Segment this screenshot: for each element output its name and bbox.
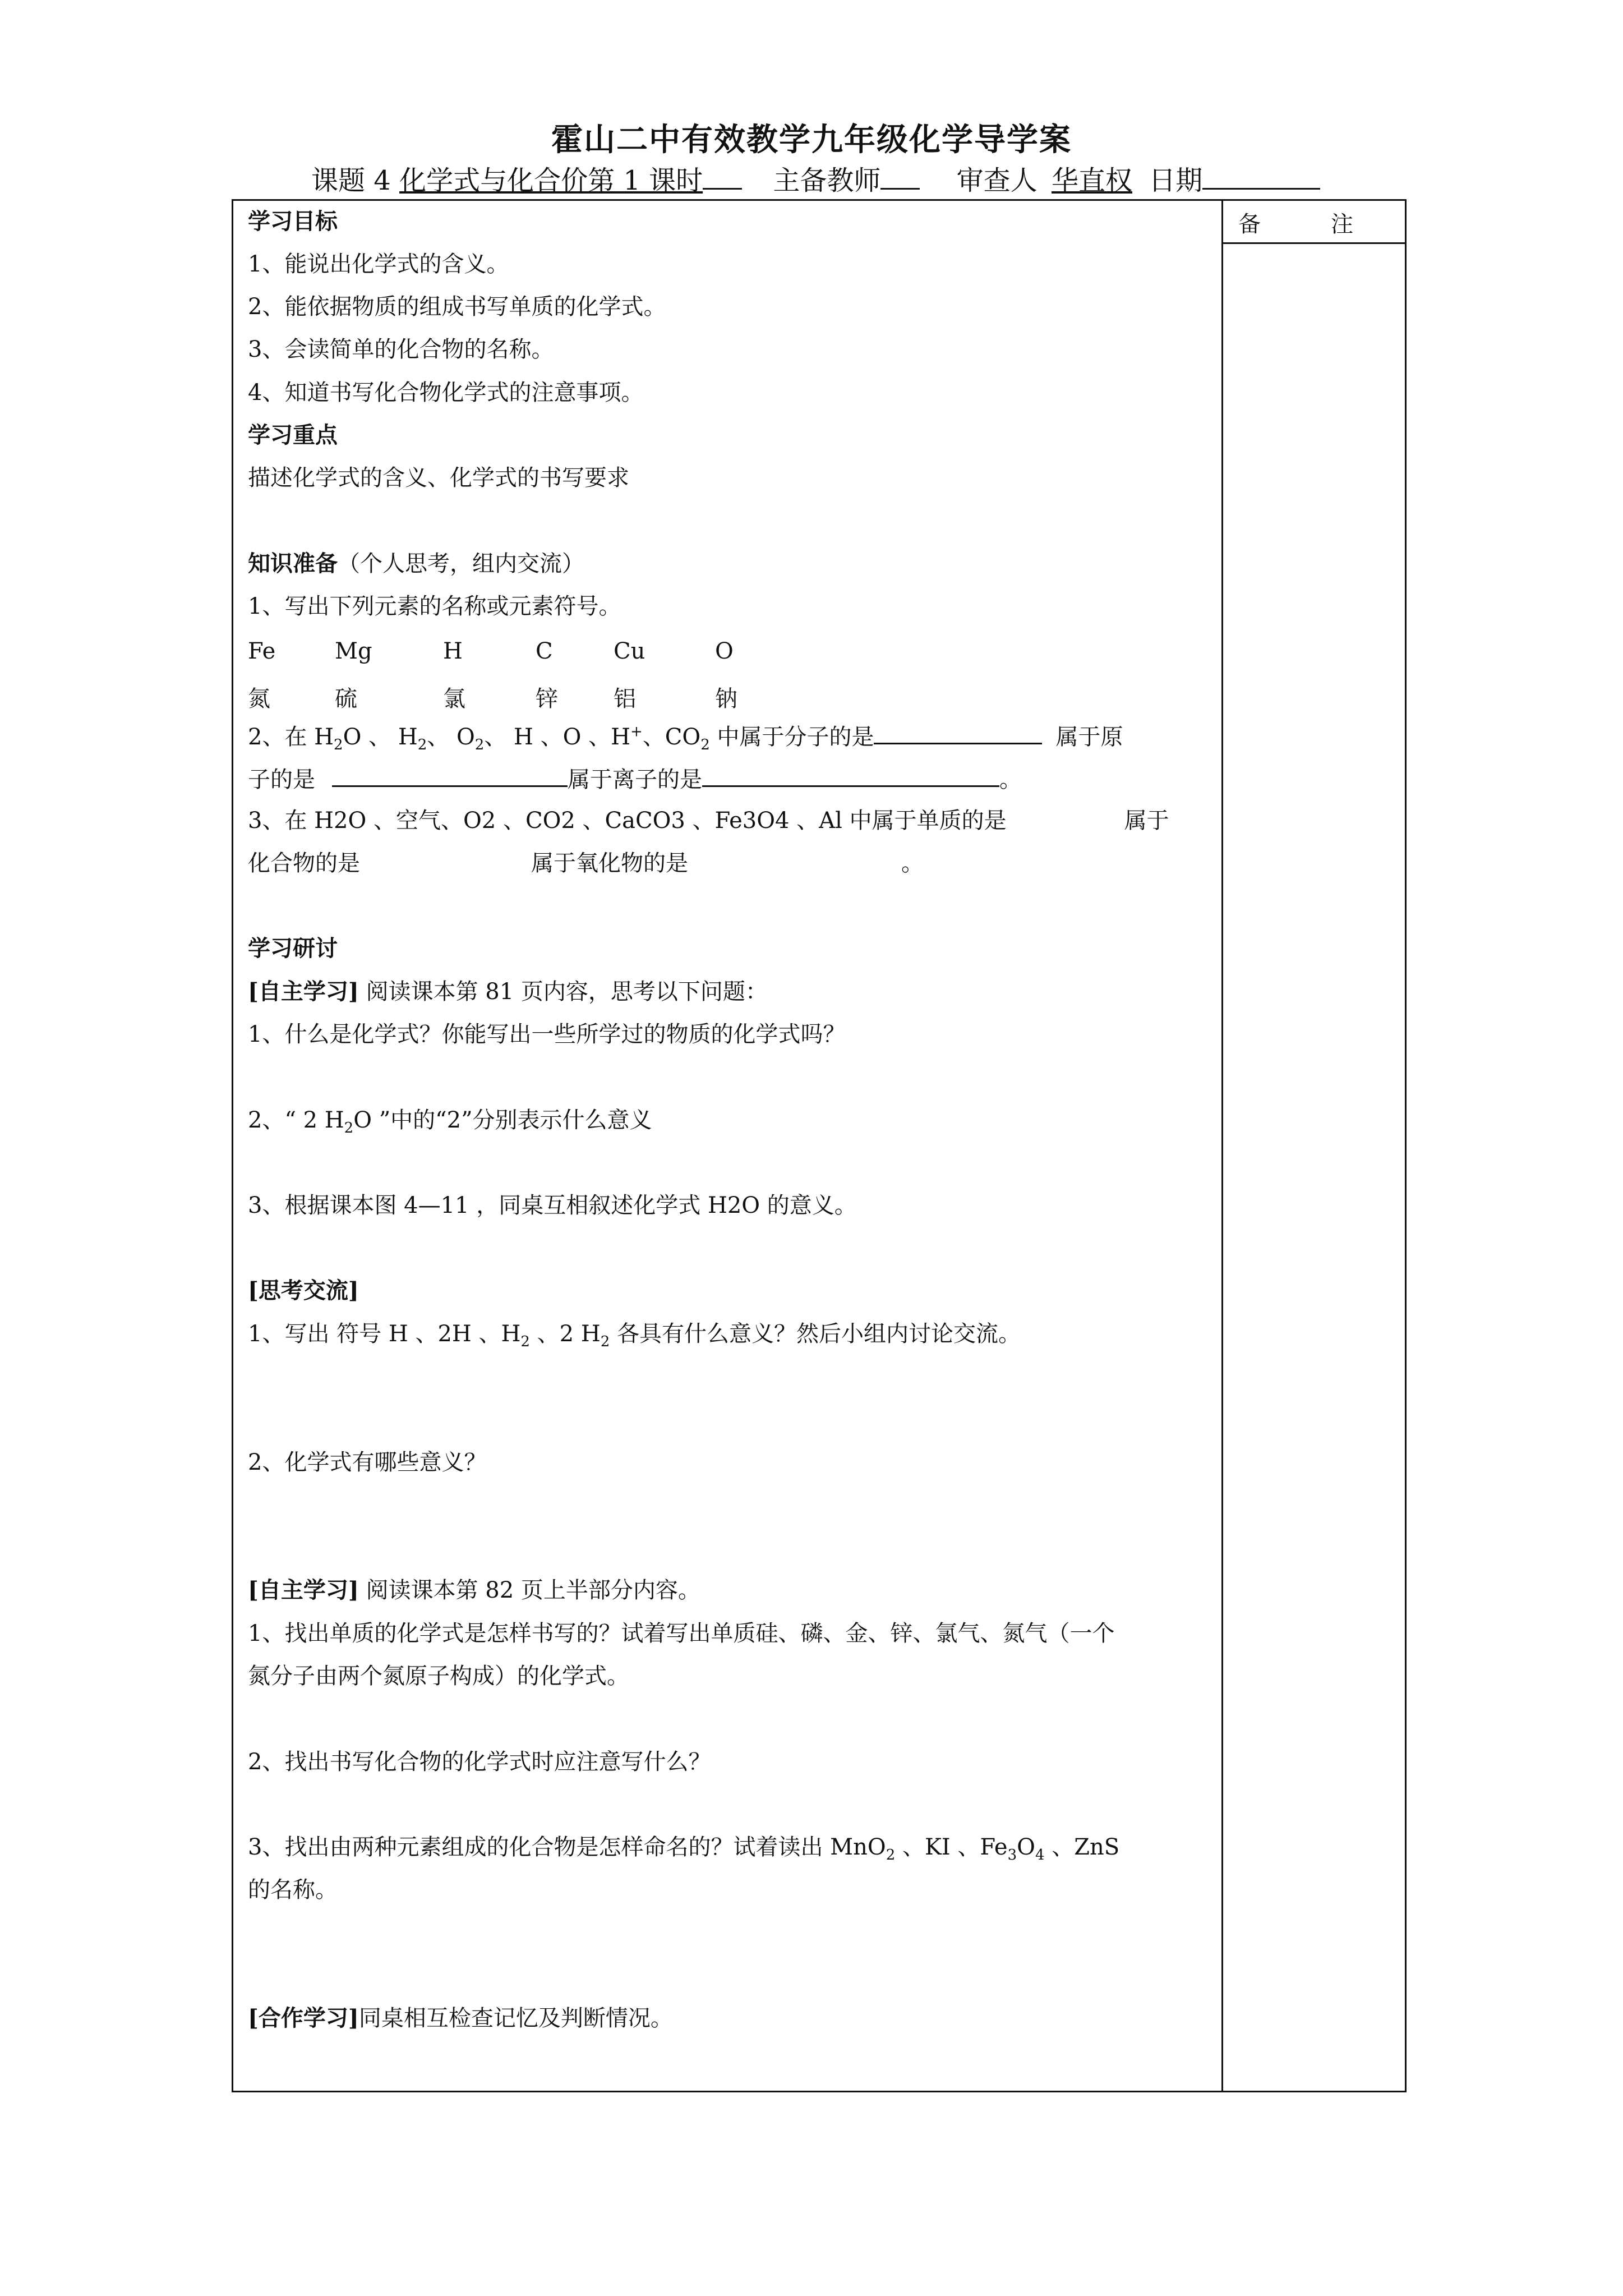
goal-item: 1、能说出化学式的含义。 <box>248 251 509 277</box>
self-study-2-q2: 2、找出书写化合物的化学式时应注意写什么？ <box>248 1749 711 1775</box>
element-name: 氮 <box>248 686 270 712</box>
q2-sub: 2 <box>334 737 343 753</box>
self-study-1 <box>248 978 768 1005</box>
teacher-label: 主备教师 <box>773 165 881 196</box>
q2-text: 属于原 <box>1055 724 1123 750</box>
q-text: 、KI 、Fe <box>895 1834 1008 1860</box>
q2-text: 、CO <box>642 724 701 750</box>
element-symbol: Fe <box>248 638 276 664</box>
reviewer-label: 审查人 <box>956 165 1038 196</box>
q2-text: 中属于分子的是 <box>709 724 874 750</box>
element-name: 锌 <box>536 686 558 712</box>
q2-text: 子的是 <box>248 767 315 793</box>
q-sub: 4 <box>1035 1847 1045 1864</box>
notes-label-a: 备 <box>1238 211 1261 237</box>
prep-heading-label: 知识准备 <box>248 550 338 577</box>
q3-text: 属于氧化物的是 <box>531 850 688 876</box>
section-tag: [自主学习] <box>248 978 359 1005</box>
date-blank <box>1202 165 1320 190</box>
element-symbol: H <box>443 638 463 664</box>
element-name: 铝 <box>614 686 636 712</box>
self-study-1-q3: 3、根据课本图 4—11 ，同桌互相叙述化学式 H2O 的意义。 <box>248 1193 857 1218</box>
q-text: 、2 H <box>529 1321 601 1347</box>
q-sub: 2 <box>520 1333 530 1350</box>
q2-text: 、 H 、O 、H <box>484 724 631 750</box>
q-text: 1、写出 符号 H 、2H 、H <box>248 1321 521 1347</box>
goal-item: 2、能依据物质的组成书写单质的化学式。 <box>248 294 666 320</box>
q2-text: 。 <box>999 767 1022 793</box>
self-study-2-q3 <box>248 1836 1119 1862</box>
goal-item: 3、会读简单的化合物的名称。 <box>248 337 554 362</box>
prep-heading <box>248 550 584 577</box>
self-study-2-q1: 1、找出单质的化学式是怎样书写的？试着写出单质硅、磷、金、锌、氯气、氮气（一个 <box>248 1621 1115 1646</box>
q3-text: 化合物的是 <box>248 850 360 876</box>
prep-q2-line1 <box>248 724 1123 752</box>
element-name: 硫 <box>335 686 357 712</box>
q2-text: 2、在 H <box>248 724 334 750</box>
q-sub: 2 <box>600 1333 610 1350</box>
q-text: O ”中的“2”分别表示什么意义 <box>353 1107 652 1133</box>
q-text: 、ZnS <box>1044 1834 1120 1860</box>
q2-text: O 、 H <box>343 724 418 750</box>
date-label: 日期 <box>1149 165 1203 196</box>
q2-text: 、 O <box>427 724 475 750</box>
answer-blank <box>874 724 1042 744</box>
section-tag: [合作学习] <box>248 2005 359 2031</box>
q2-text: 属于离子的是 <box>568 767 702 793</box>
self-study-1-q2 <box>248 1109 652 1135</box>
element-name: 钠 <box>715 686 737 712</box>
cooperative-study <box>248 2007 673 2030</box>
q3-text: 属于 <box>1124 808 1169 834</box>
q2-sup: + <box>630 723 643 740</box>
notes-header-rule <box>1221 242 1407 244</box>
notes-label-b: 注 <box>1331 211 1353 237</box>
page-title: 霍山二中有效教学九年级化学导学案 <box>551 121 1072 158</box>
section-text: 阅读课本第 81 页内容，思考以下问题： <box>358 979 768 1005</box>
self-study-1-q1: 1、什么是化学式？你能写出一些所学过的物质的化学式吗？ <box>248 1022 846 1047</box>
think-q1 <box>248 1323 1021 1349</box>
self-study-2 <box>248 1579 700 1602</box>
element-symbol: Cu <box>614 638 645 664</box>
q3-text: 3、在 H2O 、空气、O2 、CO2 、CaCO3 、Fe3O4 、Al 中属于单质的是 <box>248 808 1007 834</box>
element-symbol: C <box>536 638 553 664</box>
self-study-2-q1-cont: 氮分子由两个氮原子构成）的化学式。 <box>248 1663 629 1689</box>
q-sub: 3 <box>1007 1847 1017 1864</box>
element-symbol: Mg <box>335 638 372 664</box>
q2-sub: 2 <box>700 737 710 753</box>
topic-blank <box>703 165 742 190</box>
answer-blank <box>702 766 999 787</box>
prep-q3-line2 <box>248 852 924 875</box>
teacher-blank <box>880 165 920 190</box>
element-name: 氯 <box>443 686 465 712</box>
notes-header <box>1238 206 1353 238</box>
reviewer-name: 华直权 <box>1051 165 1132 196</box>
think-q2: 2、化学式有哪些意义？ <box>248 1450 487 1475</box>
prep-q1: 1、写出下列元素的名称或元素符号。 <box>248 593 621 619</box>
q-text: 3、找出由两种元素组成的化合物是怎样命名的？试着读出 MnO <box>248 1834 886 1860</box>
section-text: 阅读课本第 82 页上半部分内容。 <box>358 1577 700 1603</box>
focus-heading: 学习重点 <box>248 422 338 448</box>
prep-heading-note: （个人思考，组内交流） <box>338 551 584 577</box>
q-sub: 2 <box>886 1847 896 1864</box>
goal-item: 4、知道书写化合物化学式的注意事项。 <box>248 380 644 406</box>
prep-q2-line2 <box>248 766 1022 791</box>
goals-heading: 学习目标 <box>248 208 338 234</box>
q-text: O <box>1017 1834 1035 1860</box>
q2-sub: 2 <box>474 737 485 753</box>
element-symbol: O <box>715 638 734 664</box>
section-tag: [自主学习] <box>248 1577 359 1603</box>
study-heading: 学习研讨 <box>248 935 338 961</box>
q-text: 2、“ 2 H <box>248 1107 344 1133</box>
notes-divider <box>1221 199 1223 2092</box>
focus-text: 描述化学式的含义、化学式的书写要求 <box>248 465 629 491</box>
lesson-header <box>311 159 1320 197</box>
answer-blank <box>332 766 568 787</box>
topic-title: 化学式与化合价第 1 课时 <box>399 165 703 196</box>
topic-prefix: 课题 4 <box>311 165 400 196</box>
self-study-2-q3-cont: 的名称。 <box>248 1877 338 1903</box>
think-heading: [思考交流] <box>248 1277 359 1304</box>
q3-text: 。 <box>901 850 924 876</box>
section-text: 同桌相互检查记忆及判断情况。 <box>358 2005 673 2031</box>
q-text: 各具有什么意义？然后小组内讨论交流。 <box>610 1321 1021 1347</box>
q2-sub: 2 <box>417 737 427 753</box>
q-sub: 2 <box>344 1120 354 1137</box>
prep-q3-line1 <box>248 809 1169 832</box>
